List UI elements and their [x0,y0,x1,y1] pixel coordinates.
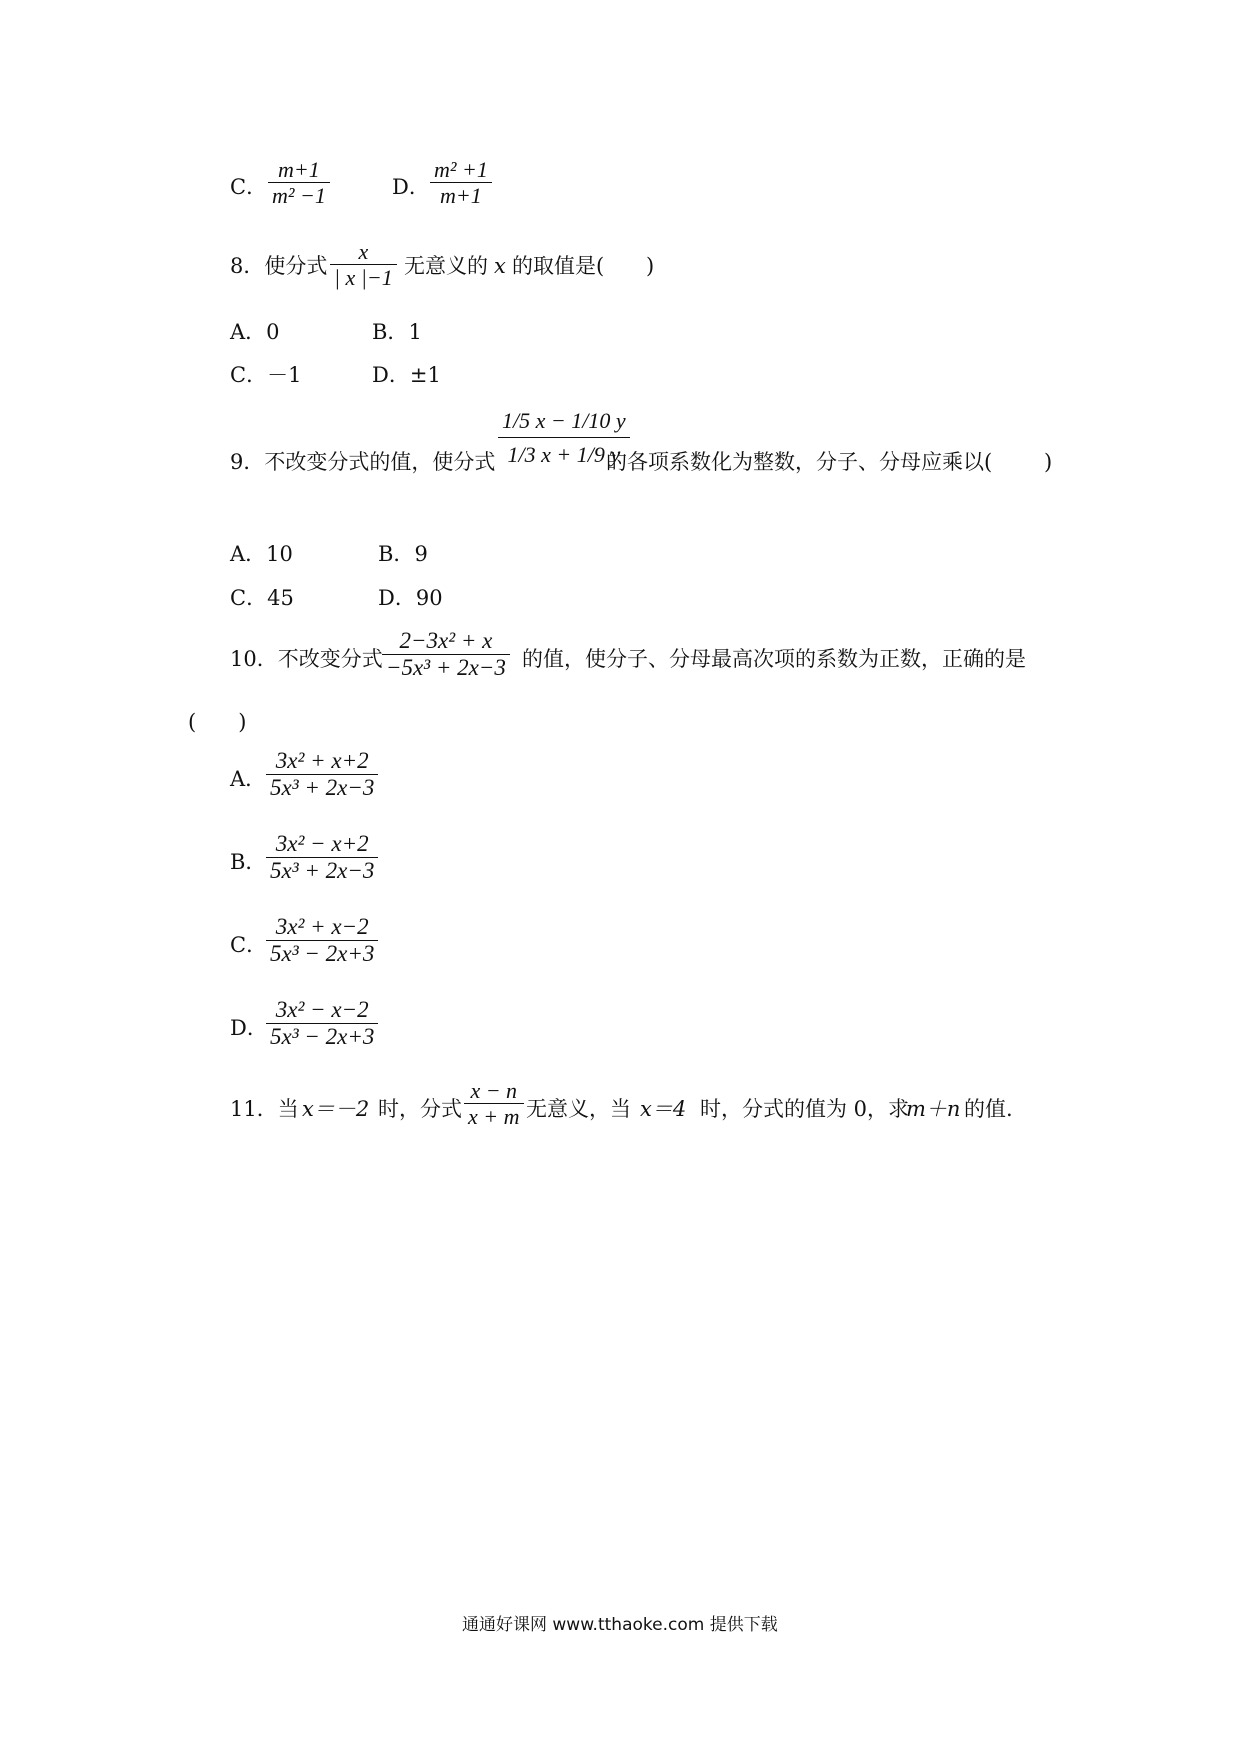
q11-part5: 的值. [964,1097,1013,1121]
fraction-denominator: 5x³ − 2x+3 [270,941,375,967]
option-label: C． [230,586,268,610]
q11-fraction [464,1078,524,1130]
q8-option-a [230,322,280,343]
fraction-numerator: 3x² + x+2 [275,748,369,773]
q10-prefix: 10．不改变分式 [230,647,383,671]
fraction-denominator: 5x³ + 2x−3 [270,858,375,884]
fraction-numerator: 2−3x² + x [399,628,493,653]
fraction-numerator: 3x² − x+2 [275,831,369,856]
fraction-denominator: m² −1 [272,183,326,209]
q10-option-b-fraction [266,831,378,885]
q8-variable: x [494,254,506,278]
fraction-numerator: x − n [470,1078,518,1103]
option-value: 0 [266,320,280,344]
q9-close-paren: ) [1044,450,1053,474]
q10-fraction [382,628,510,682]
q7-option-d-label: D． [392,175,430,199]
q11-condition-1: x＝－2 [302,1097,370,1121]
option-label: A． [230,542,267,566]
q9-option-c [230,588,294,609]
option-value: 1 [408,320,422,344]
q8-option-c [230,365,301,386]
fraction-denominator: 5x³ − 2x+3 [270,1024,375,1050]
q10-option-a-fraction [266,748,378,802]
option-label: B． [378,542,415,566]
q7-option-c-label: C． [230,175,268,199]
fraction-numerator: 3x² + x−2 [275,914,369,939]
q7-option-d-fraction [430,157,492,209]
option-value: 90 [415,586,443,610]
q11-part1: 11．当 [230,1097,299,1121]
option-label: C． [230,363,268,387]
q8-prefix: 8．使分式 [230,254,328,278]
option-label: A． [230,320,267,344]
q8-fraction [330,239,397,291]
fraction-numerator: 1/5 x − 1/10 y [502,408,626,433]
fraction-numerator: 3x² − x−2 [275,997,369,1022]
q9-option-b [378,544,428,565]
q10-option-c-label: C． [230,933,268,957]
fraction-numerator: x [358,239,369,264]
option-label: B． [372,320,409,344]
fraction-denominator: 5x³ + 2x−3 [270,775,375,801]
q8-option-d [372,365,441,386]
fraction-denominator: x + m [468,1104,520,1130]
option-value: 9 [414,542,428,566]
fraction-denominator: 1/3 x + 1/9 y [507,442,621,468]
q11-target: m＋n [906,1097,961,1121]
q11-condition-2: x＝4 [640,1097,687,1121]
q9-option-a [230,544,293,565]
option-value: 45 [267,586,294,610]
q11-part3: 无意义，当 [526,1097,631,1121]
q8-close-paren: ) [646,254,655,278]
q10-option-c-fraction [266,914,378,968]
q8-suffix-b: 的取值是( [512,254,605,278]
q10-option-b-label: B． [230,850,267,874]
q10-answer-paren: ( ) [188,710,247,734]
option-value: ±1 [409,363,441,387]
fraction-denominator: | x |−1 [334,265,393,291]
option-value: 10 [266,542,293,566]
q10-suffix: 的值，使分子、分母最高次项的系数为正数，正确的是 [522,647,1026,671]
q11-part4: 时，分式的值为 0，求 [700,1097,910,1121]
fraction-numerator: m+1 [278,157,320,182]
fraction-denominator: m+1 [440,183,482,209]
q8-suffix-a: 无意义的 [404,254,488,278]
q10-option-d-label: D． [230,1016,268,1040]
q10-option-d-fraction [266,997,378,1051]
q11-part2: 时，分式 [378,1097,462,1121]
fraction-denominator: −5x³ + 2x−3 [386,655,506,681]
option-value: －1 [267,363,302,387]
option-label: D． [378,586,416,610]
q7-option-c-fraction [268,157,330,209]
q9-prefix: 9．不改变分式的值，使分式 [230,450,496,474]
q9-option-d [378,588,443,609]
q9-suffix: 的各项系数化为整数，分子、分母应乘以( [606,450,993,474]
q10-option-a-label: A． [230,767,267,791]
option-label: D． [372,363,410,387]
q8-option-b [372,322,422,343]
footer-credit: 通通好课网 www.tthaoke.com 提供下载 [462,1615,778,1635]
fraction-numerator: m² +1 [434,157,488,182]
